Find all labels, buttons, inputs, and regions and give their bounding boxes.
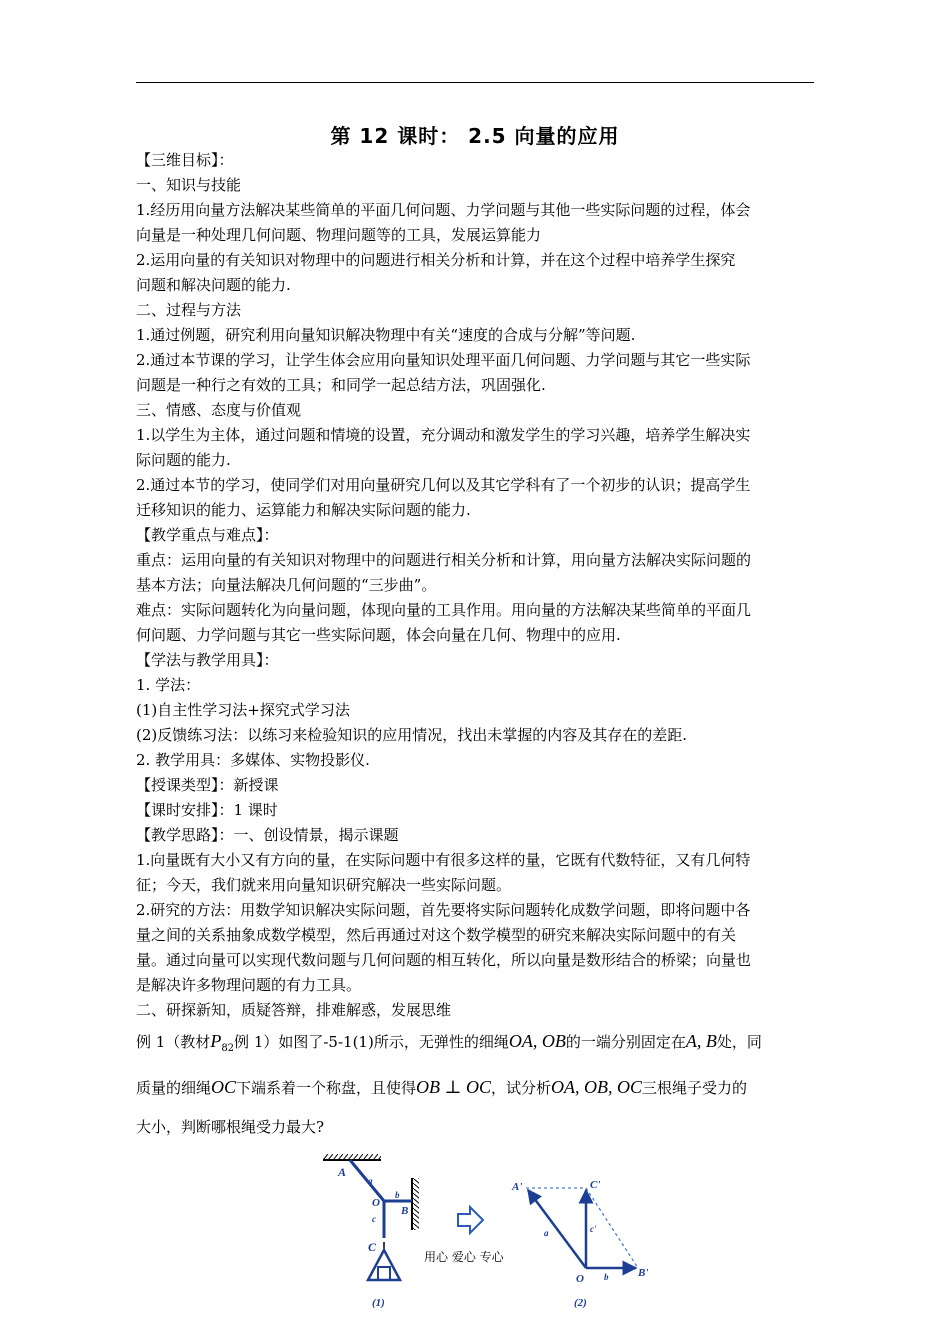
text-line: 际问题的能力. [136, 451, 231, 469]
text-line: 问题和解决问题的能力. [136, 276, 291, 294]
text-line: 问题是一种行之有效的工具；和同学一起总结方法，巩固强化. [136, 376, 546, 394]
math-oa-ob: OA, OB [508, 1031, 566, 1051]
label-diagram-2: (2) [574, 1297, 587, 1309]
label-a-vector: a [544, 1228, 549, 1238]
transform-arrow-icon [458, 1207, 483, 1233]
example-text: 例 1）如图了-5-1(1)所示，无弹性的细绳 [234, 1033, 509, 1051]
text-line: 【学法与教学用具】： [136, 651, 279, 669]
label-b-point: B [401, 1205, 409, 1217]
text-line: (2)反馈练习法：以练习来检验知识的应用情况，找出未掌握的内容及其存在的差距. [136, 726, 688, 744]
text-line: 三、情感、态度与价值观 [136, 401, 302, 419]
text-line: 【课时安排】：1 课时 [136, 801, 278, 819]
example-text: 质量的细绳 [136, 1079, 212, 1097]
text-line: 基本方法；向量法解决几何问题的“三步曲”。 [136, 576, 437, 594]
label-c-point: C [368, 1240, 377, 1254]
math-oc: OC [211, 1077, 237, 1097]
label-b-rope: b [395, 1190, 400, 1200]
force-diagram [318, 1154, 658, 1316]
label-o-point: O [372, 1197, 380, 1209]
text-line: 难点：实际问题转化为向量问题，体现向量的工具作用。用向量的方法解决某些简单的平面几 [136, 601, 752, 619]
example-text: 三根绳子受力的 [642, 1079, 748, 1097]
text-line: 量。通过向量可以实现代数问题与几何问题的相互转化，所以向量是数形结合的桥梁；向量也 [136, 951, 752, 969]
text-line: 二、研探新知，质疑答辩，排难解惑，发展思维 [136, 1001, 452, 1019]
example-line-3: 大小，判断哪根绳受力最大? [136, 1118, 325, 1136]
text-line: 2. 教学用具：多媒体、实物投影仪. [136, 751, 370, 769]
example-text: 下端系着一个称盘，且使得 [236, 1079, 417, 1097]
text-line: 量之间的关系抽象成数学模型，然后再通过对这个数学模型的研究来解决实际问题中的有关 [136, 926, 737, 944]
text-line: 【三维目标】： [136, 151, 234, 169]
example-line-1 [136, 1025, 814, 1065]
label-c-prime: C' [590, 1179, 601, 1191]
label-b-prime: B' [638, 1267, 649, 1279]
example-text: 处，同 [716, 1033, 762, 1051]
text-line: 【教学思路】：一、创设情景，揭示课题 [136, 826, 399, 844]
weight-block [378, 1267, 390, 1280]
text-line: 1.经历用向量方法解决某些简单的平面几何问题、力学问题与其他一些实际问题的过程，体会 [136, 201, 751, 219]
text-line: 何问题、力学问题与其它一些实际问题，体会向量在几何、物理中的应用. [136, 626, 621, 644]
label-c-prime-vector: c' [590, 1224, 597, 1234]
text-line: 1.以学生为主体，通过问题和情境的设置，充分调动和激发学生的学习兴趣，培养学生解决实 [136, 426, 751, 444]
math-p-subscript: 82 [221, 1043, 235, 1054]
label-c-rope: c [372, 1214, 376, 1224]
label-a-point: A [338, 1165, 347, 1179]
text-line: 2.研究的方法：用数学知识解决实际问题，首先要将实际问题转化成数学问题，即将问题中各 [136, 901, 751, 919]
text-line: 2.通过本节的学习，使同学们对用向量研究几何以及其它学科有了一个初步的认识；提高学生 [136, 476, 751, 494]
text-line: 【授课类型】：新授课 [136, 776, 279, 794]
label-o-point-2: O [576, 1273, 584, 1285]
text-line: 征；今天，我们就来用向量知识研究解决一些实际问题。 [136, 876, 512, 894]
text-line: 一、知识与技能 [136, 176, 242, 194]
document-body [136, 148, 814, 1140]
text-line: 【教学重点与难点】： [136, 526, 279, 544]
text-line: 向量是一种处理几何问题、物理问题等的工具，发展运算能力 [136, 226, 542, 244]
label-diagram-1: (1) [372, 1297, 385, 1309]
scale-pan [368, 1250, 400, 1280]
math-p: P [210, 1031, 222, 1051]
example-line-2 [136, 1069, 814, 1106]
math-oa-ob-oc: OA, OB, OC [551, 1077, 642, 1097]
figure-caption: 用心 爱心 专心 [424, 1250, 504, 1264]
text-line: 1.向量既有大小又有方向的量，在实际问题中有很多这样的量，它既有代数特征，又有几何特 [136, 851, 751, 869]
label-a-rope: a [368, 1176, 373, 1186]
label-a-prime: A' [512, 1181, 523, 1193]
diagram-2 [511, 1179, 648, 1309]
text-line: 是解决许多物理问题的有力工具。 [136, 976, 362, 994]
math-ob-perp-oc: OB ⊥ OC [416, 1077, 491, 1097]
page-title: 第 12 课时： 2.5 向量的应用 [330, 124, 620, 148]
wall-hatch [412, 1178, 419, 1230]
text-line: 迁移知识的能力、运算能力和解决实际问题的能力. [136, 501, 471, 519]
vector-oa [528, 1190, 586, 1268]
text-line: (1)自主性学习法+探究式学习法 [136, 701, 350, 719]
text-line: 2.运用向量的有关知识对物理中的问题进行相关分析和计算，并在这个过程中培养学生探究 [136, 251, 736, 269]
label-b-vector: b [604, 1272, 609, 1282]
text-line: 重点：运用向量的有关知识对物理中的问题进行相关分析和计算，用向量方法解决实际问题的 [136, 551, 752, 569]
text-line: 1.通过例题，研究利用向量知识解决物理中有关“速度的合成与分解”等问题. [136, 326, 636, 344]
text-line: 二、过程与方法 [136, 301, 242, 319]
force-figure [318, 1154, 658, 1316]
header-rule [136, 82, 814, 83]
example-text: 的一端分别固定在 [565, 1033, 686, 1051]
diagram-1 [323, 1154, 419, 1309]
example-text: 例 1（教材 [136, 1033, 211, 1051]
text-line: 2.通过本节课的学习，让学生体会应用向量知识处理平面几何问题、力学问题与其它一些实际 [136, 351, 751, 369]
rope-oa [350, 1160, 384, 1201]
text-line: 1. 学法： [136, 676, 201, 694]
math-a-b: A, B [685, 1031, 717, 1051]
example-text: ，试分析 [490, 1079, 551, 1097]
